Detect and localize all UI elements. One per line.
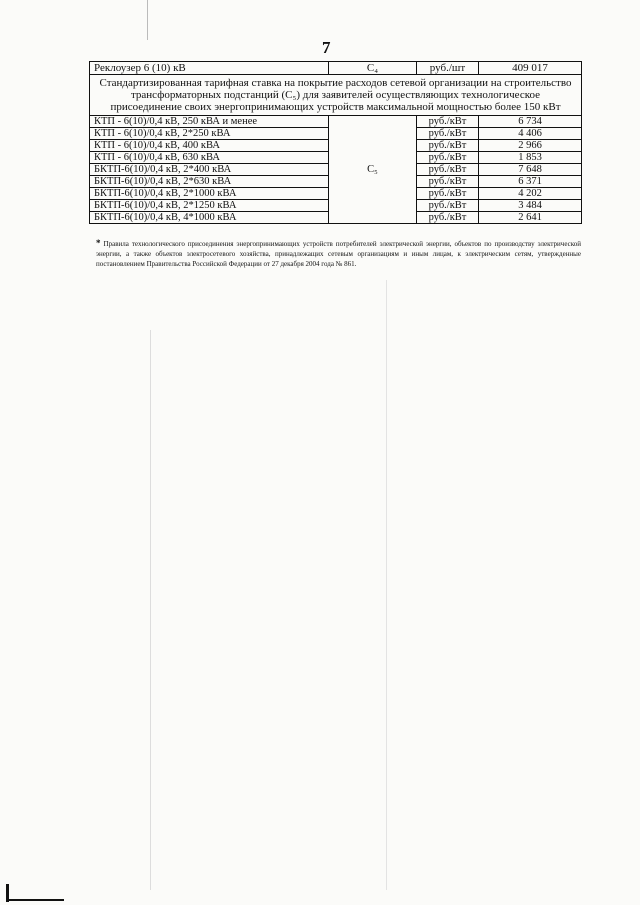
row-name: КТП - 6(10)/0,4 кВ, 400 кВА [90, 140, 329, 152]
scan-line [150, 330, 151, 890]
row-value: 2 966 [479, 140, 582, 152]
row-name: Реклоузер 6 (10) кВ [90, 62, 329, 75]
row-name: БКТП-6(10)/0,4 кВ, 2*1000 кВА [90, 188, 329, 200]
row-value: 3 484 [479, 200, 582, 212]
footnote [96, 238, 581, 269]
footnote-text: Правила технологического присоединения энергопринимающих устройств потребителей электрической энергии, объектов по производству электрической энергии, а также объектов электросетевого хозяйства, принадлежащих сетевым организациям и иным лицам, к электрическим сетям, утвержденные постановлением Правительства Российской Федерации от 27 декабря 2004 года № 861. [96, 240, 582, 268]
row-value: 4 202 [479, 188, 582, 200]
section-symbol: C₅ [329, 116, 417, 224]
footnote-marker: * [96, 238, 101, 248]
row-value: 1 853 [479, 152, 582, 164]
row-unit: руб./кВт [417, 176, 479, 188]
row-name: КТП - 6(10)/0,4 кВ, 250 кВА и менее [90, 116, 329, 128]
row-unit: руб./кВт [417, 152, 479, 164]
row-unit: руб./кВт [417, 188, 479, 200]
row-value: 4 406 [479, 128, 582, 140]
row-name: КТП - 6(10)/0,4 кВ, 2*250 кВА [90, 128, 329, 140]
row-unit: руб./кВт [417, 140, 479, 152]
section-header: Стандартизированная тарифная ставка на покрытие расходов сетевой организации на строительство трансформаторных подстанций (C₅) для заявителей осуществляющих технологическое присоединение своих энергопринимающих устройств максимальной мощностью более 150 кВт [90, 75, 582, 116]
row-unit: руб./шт [417, 62, 479, 75]
row-value: 409 017 [479, 62, 582, 75]
scan-line [147, 0, 148, 40]
row-unit: руб./кВт [417, 128, 479, 140]
row-unit: руб./кВт [417, 116, 479, 128]
row-name: БКТП-6(10)/0,4 кВ, 2*630 кВА [90, 176, 329, 188]
scan-corner-mark [6, 899, 64, 901]
page-number: 7 [322, 38, 331, 57]
row-unit: руб./кВт [417, 164, 479, 176]
row-value: 6 371 [479, 176, 582, 188]
row-name: БКТП-6(10)/0,4 кВ, 2*400 кВА [90, 164, 329, 176]
row-value: 7 648 [479, 164, 582, 176]
table-row [90, 116, 582, 128]
row-unit: руб./кВт [417, 200, 479, 212]
tariff-table [89, 61, 582, 224]
row-unit: руб./кВт [417, 212, 479, 224]
row-name: БКТП-6(10)/0,4 кВ, 2*1250 кВА [90, 200, 329, 212]
scan-line [386, 280, 387, 890]
section-header-row [90, 75, 582, 116]
row-value: 6 734 [479, 116, 582, 128]
table-row-recloser [90, 62, 582, 75]
row-symbol: C₄ [329, 62, 417, 75]
row-value: 2 641 [479, 212, 582, 224]
row-name: БКТП-6(10)/0,4 кВ, 4*1000 кВА [90, 212, 329, 224]
row-name: КТП - 6(10)/0,4 кВ, 630 кВА [90, 152, 329, 164]
